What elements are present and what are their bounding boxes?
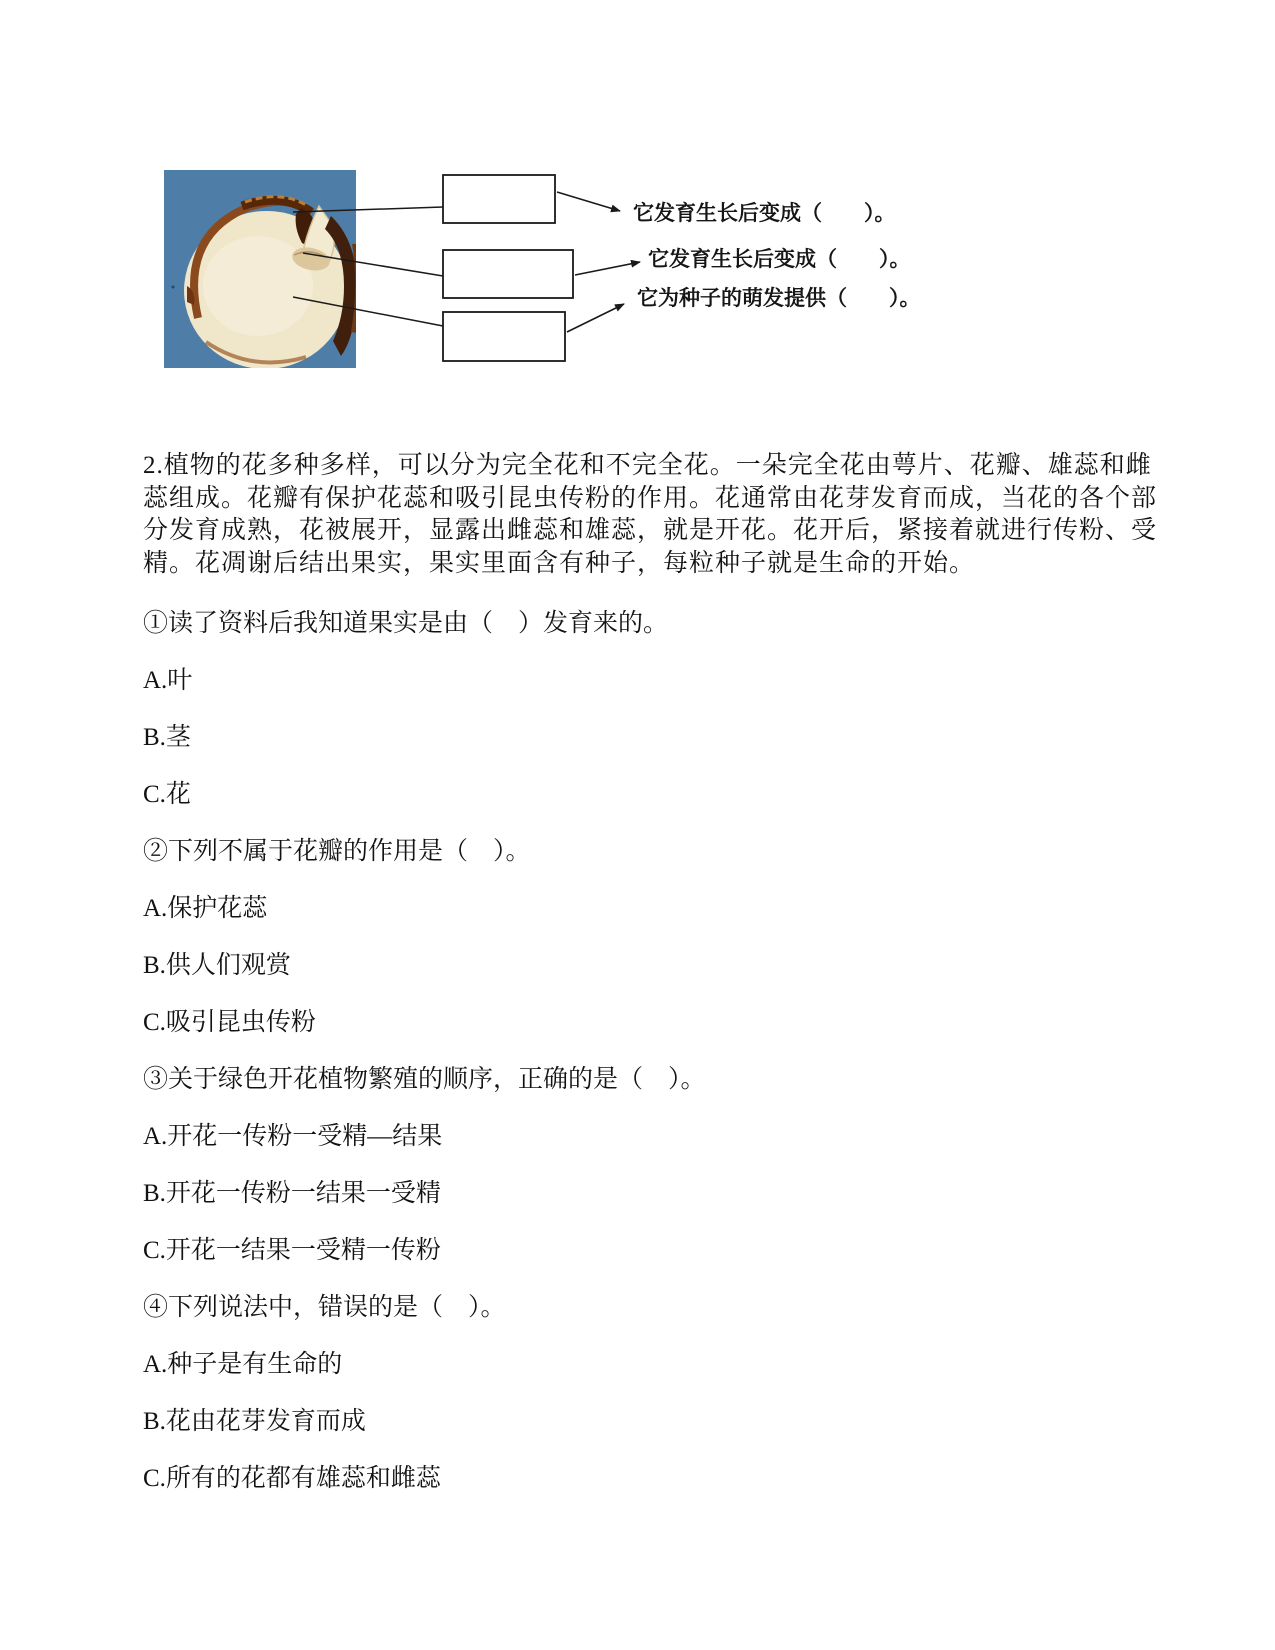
subq-4-prompt: ④下列说法中，错误的是（ ）。 xyxy=(143,1294,506,1321)
question-2-intro xyxy=(143,450,1223,580)
callout-label-2: 它发育生长后变成（ ）。 xyxy=(648,247,911,271)
subq-1-option-b: B.茎 xyxy=(143,724,191,751)
answer-box-3 xyxy=(443,312,565,361)
subq-3-option-c: C.开花一结果一受精一传粉 xyxy=(143,1237,441,1264)
subq-2-option-a: A.保护花蕊 xyxy=(143,895,268,922)
answer-box-1 xyxy=(443,175,555,223)
callout-arrow-3 xyxy=(567,304,624,332)
callout-arrow-2 xyxy=(575,262,640,275)
intro-line-4: 精。花凋谢后结出果实，果实里面含有种子，每粒种子就是生命的开始。 xyxy=(143,549,976,577)
callout-arrow-1 xyxy=(557,192,620,211)
subq-2-prompt: ②下列不属于花瓣的作用是（ ）。 xyxy=(143,838,531,865)
subq-3-option-a: A.开花一传粉一受精—结果 xyxy=(143,1123,443,1150)
subq-2-option-c: C.吸引昆虫传粉 xyxy=(143,1009,316,1036)
answer-boxes xyxy=(443,175,573,361)
subq-4-option-a: A.种子是有生命的 xyxy=(143,1351,343,1378)
subq-4-option-c: C.所有的花都有雄蕊和雌蕊 xyxy=(143,1465,441,1492)
subq-1-option-c: C.花 xyxy=(143,781,191,808)
answer-box-2 xyxy=(443,250,573,298)
subq-3-prompt: ③关于绿色开花植物繁殖的顺序，正确的是（ ）。 xyxy=(143,1066,706,1093)
subq-2-option-b: B.供人们观赏 xyxy=(143,952,291,979)
intro-line-3: 分发育成熟，花被展开，显露出雌蕊和雄蕊，就是开花。花开后，紧接着就进行传粉、受 xyxy=(143,517,1158,545)
intro-line-1: 2.植物的花多种多样，可以分为完全花和不完全花。一朵完全花由萼片、花瓣、雄蕊和雌 xyxy=(143,452,1152,479)
subq-3-option-b: B.开花一传粉一结果一受精 xyxy=(143,1180,441,1207)
intro-line-2: 蕊组成。花瓣有保护花蕊和吸引昆虫传粉的作用。花通常由花芽发育而成，当花的各个部 xyxy=(143,484,1158,512)
callout-label-3: 它为种子的萌发提供（ ）。 xyxy=(637,286,921,310)
question-2-items xyxy=(143,609,1223,1521)
callout-label-1: 它发育生长后变成（ ）。 xyxy=(633,201,896,225)
seed-photo xyxy=(164,170,358,375)
subq-4-option-b: B.花由花芽发育而成 xyxy=(143,1408,366,1435)
subq-1-prompt: ①读了资料后我知道果实是由（ ）发育来的。 xyxy=(143,610,669,637)
subq-1-option-a: A.叶 xyxy=(143,667,193,694)
